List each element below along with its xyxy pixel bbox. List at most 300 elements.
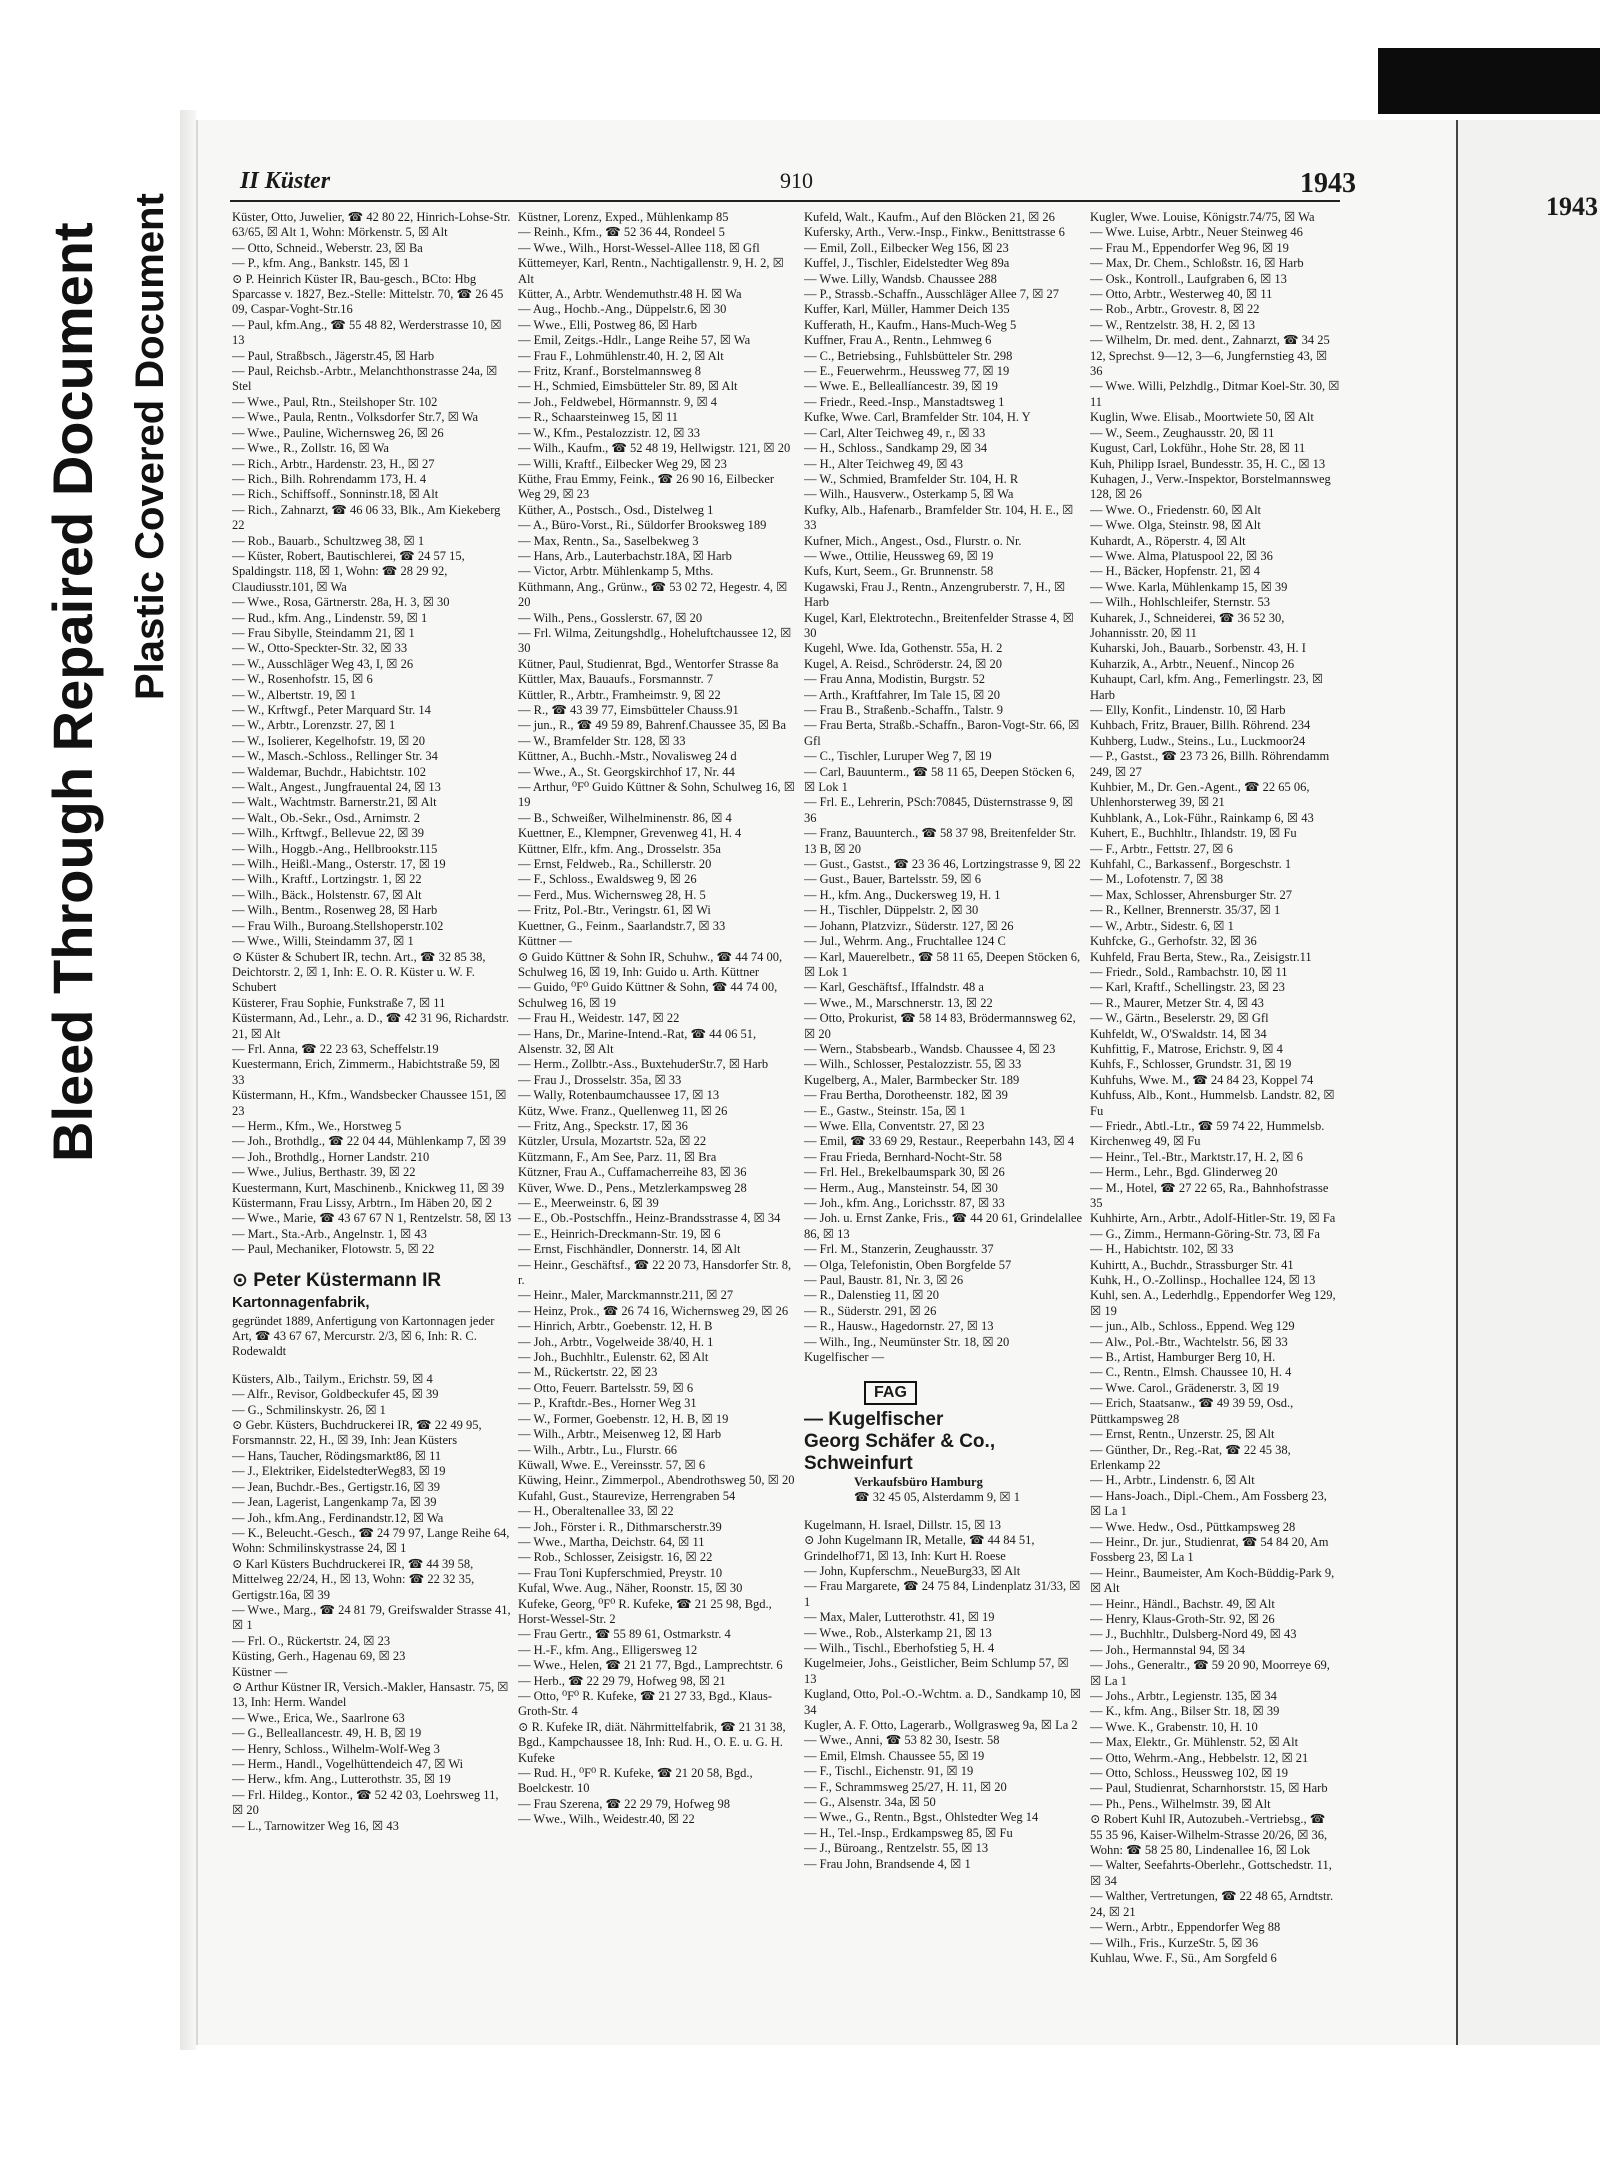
directory-entry: — Wwe. K., Grabenstr. 10, H. 10	[1090, 1719, 1258, 1734]
directory-entry: Küwall, Wwe. E., Vereinsstr. 57, ☒ 6	[518, 1457, 706, 1472]
advert-body: gegründet 1889, Anfertigung von Kartonnagen jeder Art, ☎ 43 67 67, Mercurstr. 2/3, ☒ 6, Inh: R. C. Rodewaldt	[232, 1313, 495, 1359]
directory-entry: — Joh., kfm.Ang., Ferdinandstr.12, ☒ Wa	[232, 1510, 444, 1525]
directory-entry: — Wwe., Erica, We., Saarlrone 63	[232, 1710, 405, 1725]
directory-entry: Kuharzik, A., Arbtr., Neuenf., Nincop 26	[1090, 656, 1295, 671]
directory-entry: — E., Feuerwehrm., Heussweg 77, ☒ 19	[804, 364, 1010, 379]
directory-entry: — Wwe., Pauline, Wichernsweg 26, ☒ 26	[232, 425, 444, 440]
directory-entry: Kufky, Alb., Hafenarb., Bramfelder Str. 104, H. E., ☒ 33	[804, 502, 1074, 533]
directory-entry: — W., Bramfelder Str. 128, ☒ 33	[518, 733, 686, 748]
directory-entry: Kugel, A. Reisd., Schröderstr. 24, ☒ 20	[804, 656, 1002, 671]
directory-entry: Kufeke, Georg, ⁰F⁰ R. Kufeke, ☎ 21 25 98, Bgd., Horst-Wessel-Str. 2	[518, 1596, 772, 1626]
directory-entry: — Karl, Geschäftsf., Iffalndstr. 48 a	[804, 980, 984, 995]
directory-entry: — A., Büro-Vorst., Ri., Süldorfer Brooksweg 189	[518, 518, 767, 533]
directory-entry: — Franz, Bauunterch., ☎ 58 37 98, Breitenfelder Str. 13 B, ☒ 20	[804, 826, 1077, 856]
black-scan-border	[1378, 48, 1600, 114]
directory-entry: — J., Büroang., Rentzelstr. 55, ☒ 13	[804, 1841, 989, 1856]
directory-entry: — Joh., Feldwebel, Hörmannstr. 9, ☒ 4	[518, 394, 718, 409]
directory-entry: — Frau Margarete, ☎ 24 75 84, Lindenplatz 31/33, ☒ 1	[804, 1579, 1081, 1609]
directory-entry: — Karl, Mauerelbetr., ☎ 58 11 65, Deepen Stöcken 6, ☒ Lok 1	[804, 949, 1081, 979]
directory-entry: — R., ☎ 43 39 77, Eimsbütteler Chauss.91	[518, 703, 739, 717]
directory-entry: — Paul, Straßbsch., Jägerstr.45, ☒ Harb	[232, 348, 435, 363]
directory-entry: — Frau Bertha, Dorotheenstr. 182, ☒ 39	[804, 1088, 1008, 1103]
directory-entry: — Emil, Zoll., Eilbecker Weg 156, ☒ 23	[804, 240, 1009, 255]
directory-entry: — E., Gastw., Steinstr. 15a, ☒ 1	[804, 1103, 966, 1118]
directory-entry: — E., Meerweinstr. 6, ☒ 39	[518, 1196, 659, 1210]
directory-entry: — Wilh., Hohlschleifer, Sternstr. 53	[1090, 595, 1270, 610]
directory-entry: — W., Albertstr. 19, ☒ 1	[232, 687, 357, 702]
directory-entry: Kuhfcke, G., Gerhofstr. 32, ☒ 36	[1090, 934, 1257, 949]
bleed-through-label: Bleed Through Repaired Document	[41, 222, 104, 1162]
directory-entry: Kugelmeier, Johs., Geistlicher, Beim Schlump 57, ☒ 13	[804, 1656, 1069, 1686]
directory-entry: — Wilh., Arbtr., Lu., Flurstr. 66	[518, 1442, 677, 1457]
directory-entry: Kuhardt, A., Röperstr. 4, ☒ Alt	[1090, 533, 1246, 548]
directory-entry: — Wwe., Ottilie, Heussweg 69, ☒ 19	[804, 548, 994, 563]
directory-entry: — Wern., Arbtr., Eppendorfer Weg 88	[1090, 1920, 1281, 1935]
advert-sub: Verkaufsbüro Hamburg	[854, 1474, 983, 1489]
directory-entry: — H., Habichtstr. 102, ☒ 33	[1090, 1242, 1234, 1257]
running-head-name: II Küster	[240, 168, 331, 194]
directory-entry: — C., Tischler, Luruper Weg 7, ☒ 19	[804, 749, 992, 764]
directory-entry: — Walt., Ob.-Sekr., Osd., Arnimstr. 2	[232, 810, 421, 825]
directory-entry: Kuhblank, A., Lok-Führ., Rainkamp 6, ☒ 43	[1090, 810, 1314, 825]
directory-entry: Kuh, Philipp Israel, Bundesstr. 35, H. C., ☒ 13	[1090, 456, 1326, 471]
directory-entry: — J., Buchhltr., Dulsberg-Nord 49, ☒ 43	[1090, 1627, 1297, 1642]
directory-entry: — Heinr., Händl., Bachstr. 49, ☒ Alt	[1090, 1596, 1275, 1611]
directory-entry: — Frl. Hildeg., Kontor., ☎ 52 42 03, Loehrsweg 11, ☒ 20	[232, 1787, 499, 1818]
directory-entry: — Otto, Schloss., Heussweg 102, ☒ 19	[1090, 1766, 1289, 1781]
directory-entry: — W., Rosenhofstr. 15, ☒ 6	[232, 672, 373, 687]
directory-entry: — H., Alter Teichweg 49, ☒ 43	[804, 456, 964, 471]
directory-entry: Küsters, Alb., Tailym., Erichstr. 59, ☒ 4	[232, 1371, 433, 1386]
directory-entry: — H., Schloss., Sandkamp 29, ☒ 34	[804, 441, 988, 456]
directory-entry: Kuhberg, Ludw., Steins., Lu., Luckmoor24	[1090, 733, 1306, 748]
directory-entry: — Rich., Bilh. Rohrendamm 173, H. 4	[232, 471, 427, 486]
directory-entry: Kuhlau, Wwe. F., Sü., Am Sorgfeld 6	[1090, 1950, 1277, 1965]
directory-entry: — jun., Alb., Schloss., Eppend. Weg 129	[1090, 1319, 1295, 1334]
directory-entry: — Paul, kfm.Ang., ☎ 55 48 82, Werderstrasse 10, ☒ 13	[232, 317, 502, 348]
directory-entry: — Henry, Schloss., Wilhelm-Wolf-Weg 3	[232, 1741, 440, 1756]
directory-entry: — Herw., kfm. Ang., Lutterothstr. 35, ☒ 19	[232, 1772, 451, 1787]
directory-entry: — Ernst, Fischhändler, Donnerstr. 14, ☒ Alt	[518, 1242, 741, 1257]
directory-entry: — K., Beleucht.-Gesch., ☎ 24 79 97, Lange Reihe 64, Wohn: Schmilinskystrasse 24, ☒ 1	[232, 1525, 510, 1556]
directory-entry: — Wwe. Alma, Platuspool 22, ☒ 36	[1090, 548, 1273, 563]
directory-entry: Kuffel, J., Tischler, Eidelstedter Weg 89a	[804, 256, 1010, 271]
column-3	[804, 210, 1084, 1975]
directory-entry: Küttner —	[518, 934, 572, 949]
directory-entry: — Wwe. E., Belleallíancestr. 39, ☒ 19	[804, 379, 998, 394]
directory-entry: — Hans, Arb., Lauterbachstr.18A, ☒ Harb	[518, 548, 732, 563]
column-1-entries	[232, 210, 512, 1258]
directory-entry: Kufeld, Walt., Kaufm., Auf den Blöcken 21, ☒ 26	[804, 210, 1055, 224]
directory-entry: — W., Masch.-Schloss., Rellinger Str. 34	[232, 749, 438, 764]
directory-entry: — C., Betriebsing., Fuhlsbütteler Str. 298	[804, 348, 1013, 363]
directory-entry: Küstner —	[232, 1664, 288, 1679]
directory-entry: — Otto, Feuerr. Bartelsstr. 59, ☒ 6	[518, 1380, 694, 1395]
directory-entry: — Walt., Wachtmstr. Barnerstr.21, ☒ Alt	[232, 795, 437, 810]
directory-entry: — Waldemar, Buchdr., Habichtstr. 102	[232, 764, 427, 779]
directory-entry: — Heinr., Maler, Marckmannstr.211, ☒ 27	[518, 1288, 734, 1303]
directory-entry: — G., Alsenstr. 34a, ☒ 50	[804, 1795, 936, 1809]
directory-entry: Kugust, Carl, Lokführ., Hohe Str. 28, ☒ 11	[1090, 441, 1306, 456]
column-1-entries-after	[232, 1372, 512, 1834]
directory-entry: ⊙ Guido Küttner & Sohn IR, Schuhw., ☎ 44 74 00, Schulweg 16, ☒ 19, Inh: Guido u. Arth. Küttner	[518, 949, 783, 979]
column-2-entries	[518, 210, 798, 1828]
directory-entry: Kützner, Frau A., Cuffamacherreihe 83, ☒ 36	[518, 1165, 747, 1180]
directory-entry: — Wwe. Willi, Pelzhdlg., Ditmar Koel-Str. 30, ☒ 11	[1090, 379, 1340, 409]
plastic-covered-label: Plastic Covered Document	[128, 193, 172, 700]
directory-entry: Küttner, A., Buchh.-Mstr., Novalisweg 24 d	[518, 749, 737, 764]
directory-entry: — Joh. u. Ernst Zanke, Fris., ☎ 44 20 61, Grindelallee 86, ☒ 13	[804, 1211, 1083, 1241]
directory-entry: — Frau Toni Kupferschmied, Preystr. 10	[518, 1565, 723, 1580]
directory-entry: — Otto, Wehrm.-Ang., Hebbelstr. 12, ☒ 21	[1090, 1750, 1309, 1765]
directory-entry: — Frau Wilh., Buroang.Stellshoperstr.102	[232, 918, 444, 933]
directory-entry: Kufferath, H., Kaufm., Hans-Much-Weg 5	[804, 317, 1017, 332]
advert-title-2: Georg Schäfer & Co.,	[804, 1430, 996, 1452]
directory-entry: Kuestermann, Erich, Zimmerm., Habichtstraße 59, ☒ 33	[232, 1057, 501, 1087]
directory-entry: — H., Oberaltenallee 33, ☒ 22	[518, 1504, 674, 1519]
directory-entry: Küsting, Gerh., Hagenau 69, ☒ 23	[232, 1649, 406, 1664]
directory-entry: — Max, Elektr., Gr. Mühlenstr. 52, ☒ Alt	[1090, 1735, 1299, 1750]
directory-entry: — Guido, ⁰F⁰ Guido Küttner & Sohn, ☎ 44 74 00, Schulweg 16, ☒ 19	[518, 980, 778, 1010]
directory-entry: — Elly, Konfit., Lindenstr. 10, ☒ Harb	[1090, 703, 1286, 717]
directory-entry: Kufersky, Arth., Verw.-Insp., Finkw., Benittstrasse 6	[804, 225, 1065, 240]
directory-entry: — Frau M., Eppendorfer Weg 96, ☒ 19	[1090, 240, 1289, 255]
directory-entry: — Jean, Buchdr.-Bes., Gertigstr.16, ☒ 39	[232, 1479, 441, 1494]
directory-entry: — F., Tischl., Eichenstr. 91, ☒ 19	[804, 1764, 974, 1779]
directory-entry: — W., Seem., Zeughausstr. 20, ☒ 11	[1090, 425, 1275, 440]
directory-entry: — Wally, Rotenbaumchaussee 17, ☒ 13	[518, 1088, 720, 1103]
directory-entry: — Hans, Dr., Marine-Intend.-Rat, ☎ 44 06 51, Alsenstr. 32, ☒ Alt	[518, 1026, 757, 1056]
directory-entry: Kugel, Karl, Elektrotechn., Breitenfelder Strasse 4, ☒ 30	[804, 610, 1074, 640]
directory-entry: — Victor, Arbtr. Mühlenkamp 5, Mths.	[518, 564, 714, 579]
directory-entry: — E., Heinrich-Dreckmann-Str. 19, ☒ 6	[518, 1226, 721, 1241]
directory-entry: — Herb., ☎ 22 29 79, Hofweg 98, ☒ 21	[518, 1673, 726, 1688]
directory-entry: — G., Zimm., Hermann-Göring-Str. 73, ☒ Fa	[1090, 1226, 1320, 1241]
page-number: 910	[780, 168, 813, 193]
directory-entry: — H., Tel.-Insp., Erdkampsweg 85, ☒ Fu	[804, 1825, 1013, 1840]
directory-entry: — Frau F., Lohmühlenstr.40, H. 2, ☒ Alt	[518, 348, 724, 363]
directory-entry: Kuhfuss, Alb., Kont., Hummelsb. Landstr. 82, ☒ Fu	[1090, 1088, 1335, 1118]
directory-entry: Kuglin, Wwe. Elisab., Moortwiete 50, ☒ Alt	[1090, 410, 1314, 425]
directory-entry: Küver, Wwe. D., Pens., Metzlerkampsweg 28	[518, 1180, 747, 1195]
directory-entry: ⊙ Karl Küsters Buchdruckerei IR, ☎ 44 39 58, Mittelweg 22/24, H., ☒ 13, Wohn: ☎ 22 32 35, Gertigstr.16a, ☒ 39	[232, 1556, 475, 1602]
directory-entry: Kütner, Paul, Studienrat, Bgd., Wentorfer Strasse 8a	[518, 656, 779, 671]
directory-entry: — Ferd., Mus. Wichernsweg 28, H. 5	[518, 887, 706, 902]
directory-entry: — Heinr., Dr. jur., Studienrat, ☎ 54 84 20, Am Fossberg 23, ☒ La 1	[1090, 1534, 1329, 1565]
directory-entry: — Jul., Wehrm. Ang., Fruchtallee 124 C	[804, 934, 1006, 949]
directory-entry: — Emil, Elmsh. Chaussee 55, ☒ 19	[804, 1748, 985, 1763]
directory-entry: — Johann, Platzvizr., Süderstr. 127, ☒ 26	[804, 918, 1014, 933]
kuestermann-advert	[232, 1264, 512, 1366]
directory-entry: — Otto, ⁰F⁰ R. Kufeke, ☎ 21 27 33, Bgd., Klaus-Groth-Str. 4	[518, 1689, 773, 1719]
directory-entry: — P., Kraftdr.-Bes., Horner Weg 31	[518, 1396, 697, 1411]
directory-entry: — Heinr., Geschäftsf., ☎ 22 20 73, Hansdorfer Str. 8, r.	[518, 1257, 792, 1288]
directory-entry: — Küster, Robert, Bautischlerei, ☎ 24 57 15, Spaldingstr. 118, ☒ 1, Wohn: ☎ 28 29 92, Claudiusstr.101, ☒ Wa	[232, 548, 465, 594]
directory-entry: — Hans-Joach., Dipl.-Chem., Am Fossberg 23, ☒ La 1	[1090, 1488, 1327, 1519]
directory-entry: — Wwe., Helen, ☎ 21 21 77, Bgd., Lamprechtstr. 6	[518, 1658, 783, 1673]
directory-entry: — Frau Gertr., ☎ 55 89 61, Ostmarkstr. 4	[518, 1627, 731, 1642]
directory-entry: — J., Elektriker, EidelstedterWeg83, ☒ 19	[232, 1464, 446, 1479]
directory-entry: — Friedr., Sold., Rambachstr. 10, ☒ 11	[1090, 964, 1288, 979]
directory-entry: — Willi, Kraftf., Eilbecker Weg 29, ☒ 23	[518, 456, 727, 471]
directory-entry: — H., kfm. Ang., Duckersweg 19, H. 1	[804, 887, 1001, 902]
directory-entry: Kuhfs, F., Schlosser, Grundstr. 31, ☒ 19	[1090, 1057, 1292, 1072]
directory-entry: Kufke, Wwe. Carl, Bramfelder Str. 104, H. Y	[804, 410, 1031, 425]
directory-entry: — Gust., Gastst., ☎ 23 36 46, Lortzingstrasse 9, ☒ 22	[804, 857, 1081, 872]
directory-entry: — Walt., Angest., Jungfrauental 24, ☒ 13	[232, 780, 441, 795]
advert-body: ☎ 32 45 05, Alsterdamm 9, ☒ 1	[854, 1490, 1021, 1505]
directory-entry: — Wwe., Wilh., Weidestr.40, ☒ 22	[518, 1812, 695, 1827]
directory-entry: — Emil, ☎ 33 69 29, Restaur., Reeperbahn 143, ☒ 4	[804, 1134, 1075, 1149]
directory-entry: — Max, Schlosser, Ahrensburger Str. 27	[1090, 887, 1293, 902]
adjacent-page-strip	[1456, 120, 1600, 2045]
directory-entry: — W., Gärtn., Beselerstr. 29, ☒ Gfl	[1090, 1011, 1269, 1026]
column-4	[1090, 210, 1340, 1975]
directory-entry: — Fritz, Pol.-Btr., Veringstr. 61, ☒ Wi	[518, 903, 711, 918]
directory-entry: — R., Schaarsteinweg 15, ☒ 11	[518, 410, 679, 425]
directory-entry: — Rich., Zahnarzt, ☎ 46 06 33, Blk., Am Kiekeberg 22	[232, 502, 501, 533]
directory-entry: — Gust., Bauer, Bartelsstr. 59, ☒ 6	[804, 872, 982, 887]
directory-entry: — H.-F., kfm. Ang., Elligersweg 12	[518, 1642, 698, 1657]
directory-entry: — Carl, Bauunterm., ☎ 58 11 65, Deepen Stöcken 6, ☒ Lok 1	[804, 764, 1075, 795]
directory-entry: — Walter, Seefahrts-Oberlehr., Gottschedstr. 11, ☒ 34	[1090, 1858, 1332, 1888]
directory-entry: Küttler, Max, Bauaufs., Forsmannstr. 7	[518, 672, 713, 687]
directory-entry: — M., Rückertstr. 22, ☒ 23	[518, 1365, 658, 1380]
directory-entry: — R., Süderstr. 291, ☒ 26	[804, 1303, 937, 1318]
column-3-entries-after	[804, 1518, 1084, 1872]
directory-entry: — Osk., Kontroll., Laufgraben 6, ☒ 13	[1090, 271, 1287, 286]
directory-entry: — Frl. E., Lehrerin, PSch:70845, Düsternstrasse 9, ☒ 36	[804, 795, 1074, 825]
advert-title: ⊙ Peter Küstermann IR	[232, 1269, 442, 1291]
advert-subtitle: Kartonnagenfabrik,	[232, 1293, 370, 1311]
directory-entry: — Walther, Vertretungen, ☎ 22 48 65, Arndtstr. 24, ☒ 21	[1090, 1889, 1334, 1919]
directory-entry: — Jean, Lagerist, Langenkamp 7a, ☒ 39	[232, 1495, 437, 1510]
kugelfischer-advert	[804, 1371, 1084, 1511]
directory-entry: — Wern., Stabsbearb., Wandsb. Chaussee 4, ☒ 23	[804, 1041, 1056, 1056]
directory-entry: Kufahl, Gust., Staurevize, Herrengraben 54	[518, 1488, 736, 1503]
directory-entry: — Max, Rentn., Sa., Saselbekweg 3	[518, 533, 699, 548]
directory-entry: — W., Krftwgf., Peter Marquard Str. 14	[232, 703, 431, 717]
directory-entry: — Wwe. Carol., Grädenerstr. 3, ☒ 19	[1090, 1380, 1280, 1395]
directory-entry: — Rob., Arbtr., Grovestr. 8, ☒ 22	[1090, 302, 1260, 317]
directory-entry: — Joh., Buchhltr., Eulenstr. 62, ☒ Alt	[518, 1350, 709, 1365]
directory-entry: Kugelberg, A., Maler, Barmbecker Str. 189	[804, 1072, 1020, 1087]
directory-entry: — E., Ob.-Postschffn., Heinz-Brandsstrasse 4, ☒ 34	[518, 1211, 781, 1226]
column-3-entries	[804, 210, 1084, 1365]
directory-entry: — H., Arbtr., Lindenstr. 6, ☒ Alt	[1090, 1473, 1255, 1488]
directory-entry: Kuettner, G., Feinm., Saarlandstr.7, ☒ 33	[518, 918, 726, 933]
directory-entry: Kugland, Otto, Pol.-O.-Wchtm. a. D., Sandkamp 10, ☒ 34	[804, 1687, 1082, 1717]
directory-entry: Kuhfittig, F., Matrose, Erichstr. 9, ☒ 4	[1090, 1041, 1283, 1056]
directory-entry: — P., kfm. Ang., Bankstr. 145, ☒ 1	[232, 256, 410, 271]
directory-entry: — Frl. Anna, ☎ 22 23 63, Scheffelstr.19	[232, 1041, 439, 1056]
directory-entry: — Rud., kfm. Ang., Lindenstr. 59, ☒ 1	[232, 610, 428, 625]
directory-entry: — Herm., Handl., Vogelhüttendeich 47, ☒ Wi	[232, 1757, 464, 1771]
directory-entry: — Wwe., Paula, Rentn., Volksdorfer Str.7, ☒ Wa	[232, 410, 479, 425]
directory-entry: Küstermann, Frau Lissy, Arbtrn., Im Häben 20, ☒ 2	[232, 1196, 493, 1210]
directory-entry: Küthmann, Ang., Grünw., ☎ 53 02 72, Hegestr. 4, ☒ 20	[518, 579, 788, 610]
directory-entry: — Paul, Mechaniker, Flotowstr. 5, ☒ 22	[232, 1242, 435, 1257]
directory-entry: — H., Tischler, Düppelstr. 2, ☒ 30	[804, 903, 979, 918]
advert-title-3: Schweinfurt	[804, 1452, 913, 1474]
directory-entry: — Wwe., Willi, Steindamm 37, ☒ 1	[232, 934, 414, 949]
directory-entry: Kufs, Kurt, Seem., Gr. Brunnenstr. 58	[804, 564, 994, 579]
directory-entry: Kuharski, Joh., Bauarb., Sorbenstr. 43, H. I	[1090, 641, 1306, 656]
directory-entry: Kuhagen, J., Verw.-Inspektor, Borstelmannsweg 128, ☒ 26	[1090, 471, 1331, 502]
directory-entry: — Wwe., A., St. Georgskirchhof 17, Nr. 44	[518, 764, 735, 779]
directory-entry: — Frl. Hel., Brekelbaumspark 30, ☒ 26	[804, 1165, 1005, 1180]
directory-entry: Kuestermann, Kurt, Maschinenb., Knickweg 11, ☒ 39	[232, 1180, 505, 1195]
directory-entry: — Frau B., Straßenb.-Schaffn., Talstr. 9	[804, 703, 1003, 717]
directory-entry: — Wwe. Karla, Mühlenkamp 15, ☒ 39	[1090, 579, 1288, 594]
adjacent-page-year: 1943	[1546, 192, 1598, 221]
directory-entry: — Frau H., Weidestr. 147, ☒ 22	[518, 1011, 680, 1026]
directory-entry: — Fritz, Kranf., Borstelmannsweg 8	[518, 364, 701, 379]
directory-entry: — Frau J., Drosselstr. 35a, ☒ 33	[518, 1072, 682, 1087]
directory-entry: — Wilh., Pens., Gosslerstr. 67, ☒ 20	[518, 610, 703, 625]
directory-entry: — B., Artist, Hamburger Berg 10, H.	[1090, 1350, 1276, 1365]
directory-entry: Kugler, Wwe. Louise, Königstr.74/75, ☒ Wa	[1090, 210, 1315, 224]
directory-entry: — Wwe., Martha, Deichstr. 64, ☒ 11	[518, 1534, 705, 1549]
directory-entry: — W., Ausschläger Weg 43, I, ☒ 26	[232, 656, 414, 671]
directory-entry: — Wwe., M., Marschnerstr. 13, ☒ 22	[804, 995, 993, 1010]
directory-entry: — C., Rentn., Elmsh. Chaussee 10, H. 4	[1090, 1365, 1292, 1380]
directory-entry: — Mart., Sta.-Arb., Angelnstr. 1, ☒ 43	[232, 1226, 427, 1241]
directory-entry: ⊙ Robert Kuhl IR, Autozubeh.-Vertriebsg., ☎ 55 35 96, Kaiser-Wilhelm-Strasse 20/26, ☒ 36, Wohn: ☎ 58 25 80, Lindenallee 16, ☒ Lok	[1090, 1812, 1328, 1858]
directory-entry: — Paul, Studienrat, Scharnhorststr. 15, ☒ Harb	[1090, 1781, 1328, 1796]
directory-entry: — Carl, Alter Teichweg 49, r., ☒ 33	[804, 425, 986, 440]
directory-entry: Küttemeyer, Karl, Rentn., Nachtigallenstr. 9, H. 2, ☒ Alt	[518, 256, 784, 286]
directory-entry: — R., Maurer, Metzer Str. 4, ☒ 43	[1090, 995, 1264, 1010]
directory-entry: — Arth., Kraftfahrer, Im Tale 15, ☒ 20	[804, 687, 1001, 702]
directory-entry: Kufal, Wwe. Aug., Näher, Roonstr. 15, ☒ 30	[518, 1581, 743, 1596]
directory-entry: — Günther, Dr., Reg.-Rat, ☎ 22 45 38, Erlenkamp 22	[1090, 1442, 1291, 1472]
directory-entry: — M., Hotel, ☎ 27 22 65, Ra., Bahnhofstrasse 35	[1090, 1180, 1329, 1210]
directory-entry: — Rob., Schlosser, Zeisigstr. 16, ☒ 22	[518, 1550, 713, 1565]
directory-entry: — P., Gastst., ☎ 23 73 26, Billh. Röhrendamm 249, ☒ 27	[1090, 749, 1330, 779]
directory-entry: ⊙ John Kugelmann IR, Metalle, ☎ 44 84 51, Grindelhof71, ☒ 13, Inh: Kurt H. Roese	[804, 1533, 1035, 1563]
directory-entry: — Heinr., Baumeister, Am Koch-Büddig-Park 9, ☒ Alt	[1090, 1565, 1335, 1596]
directory-entry: — H., Bäcker, Hopfenstr. 21, ☒ 4	[1090, 564, 1261, 579]
fag-logo: FAG	[864, 1381, 917, 1404]
directory-entry: Küther, A., Postsch., Osd., Distelweg 1	[518, 502, 714, 517]
directory-entry: — Frau Szerena, ☎ 22 29 79, Hofweg 98	[518, 1796, 731, 1811]
directory-entry: Kugehl, Wwe. Ida, Gothenstr. 55a, H. 2	[804, 641, 1003, 656]
directory-entry: Kuhbier, M., Dr. Gen.-Agent., ☎ 22 65 06, Uhlenhorsterweg 39, ☒ 21	[1090, 780, 1310, 810]
directory-entry: — Hinrich, Arbtr., Goebenstr. 12, H. B	[518, 1319, 713, 1334]
directory-entry: Kuhbach, Fritz, Brauer, Billh. Röhrend. 234	[1090, 718, 1311, 733]
directory-entry: — Wilh., Ing., Neumünster Str. 18, ☒ 20	[804, 1334, 1010, 1349]
directory-entry: — Wilh., Arbtr., Meisenweg 12, ☒ Harb	[518, 1427, 722, 1442]
directory-entry: — Joh., Brothdlg., ☎ 22 04 44, Mühlenkamp 7, ☒ 39	[232, 1134, 506, 1149]
directory-entry: — Wwe. Olga, Steinstr. 98, ☒ Alt	[1090, 518, 1261, 533]
directory-entry: — Wwe., Rosa, Gärtnerstr. 28a, H. 3, ☒ 30	[232, 595, 450, 610]
directory-entry: Kuhfeld, Frau Berta, Stew., Ra., Zeisigstr.11	[1090, 949, 1312, 964]
directory-entry: — Karl, Kraftf., Schellingstr. 23, ☒ 23	[1090, 980, 1285, 995]
directory-entry: — Frl. O., Rückertstr. 24, ☒ 23	[232, 1633, 391, 1648]
directory-entry: — M., Lofotenstr. 7, ☒ 38	[1090, 872, 1224, 887]
directory-entry: — P., Strassb.-Schaffn., Ausschläger Allee 7, ☒ 27	[804, 287, 1060, 302]
directory-entry: — Wwe. Ella, Conventstr. 27, ☒ 23	[804, 1118, 985, 1133]
directory-entry: — Otto, Prokurist, ☎ 58 14 83, Brödermannsweg 62, ☒ 20	[804, 1011, 1076, 1041]
directory-entry: — John, Kupferschm., NeueBurg33, ☒ Alt	[804, 1563, 1021, 1578]
directory-entry: Kuhert, E., Buchhltr., Ihlandstr. 19, ☒ Fu	[1090, 826, 1297, 841]
directory-entry: — Wwe., Rob., Alsterkamp 21, ☒ 13	[804, 1625, 992, 1640]
directory-entry: Kufner, Mich., Angest., Osd., Flurstr. o. Nr.	[804, 533, 1022, 548]
directory-entry: — Wwe., Julius, Berthastr. 39, ☒ 22	[232, 1165, 416, 1180]
directory-entry: Kütter, A., Arbtr. Wendemuthstr.48 H. ☒ Wa	[518, 287, 742, 302]
directory-entry: — Wwe., Anni, ☎ 53 82 30, Isestr. 58	[804, 1733, 1000, 1748]
page-edge-shadow	[180, 110, 196, 2050]
directory-entry: — Wilh., Schlosser, Pestalozzistr. 55, ☒ 33	[804, 1057, 1022, 1072]
directory-entry: — W., Isolierer, Kegelhofstr. 19, ☒ 20	[232, 733, 425, 748]
directory-entry: — Wwe. O., Friedenstr. 60, ☒ Alt	[1090, 502, 1262, 517]
directory-entry: — Herm., Kfm., We., Horstweg 5	[232, 1118, 402, 1133]
directory-entry: Kuhfeldt, W., O'Swaldstr. 14, ☒ 34	[1090, 1026, 1267, 1041]
directory-entry: ⊙ R. Kufeke IR, diät. Nährmittelfabrik, ☎ 21 31 38, Bgd., Kampchaussee 18, Inh: Rud. H., O. E. u. G. H. Kufeke	[518, 1719, 786, 1765]
directory-entry: — Wilh., Heißl.-Mang., Osterstr. 17, ☒ 19	[232, 857, 446, 872]
directory-entry: Kuhfuhs, Wwe. M., ☎ 24 84 23, Koppel 74	[1090, 1072, 1314, 1087]
directory-entry: — Frau Sibylle, Steindamm 21, ☒ 1	[232, 625, 415, 640]
directory-entry: — Emil, Zeitgs.-Hdlr., Lange Reihe 57, ☒ Wa	[518, 333, 751, 348]
directory-entry: — Johs., Generaltr., ☎ 59 20 90, Moorreye 69, ☒ La 1	[1090, 1658, 1330, 1688]
directory-entry: — Wilh., Krftwgf., Bellevue 22, ☒ 39	[232, 826, 425, 841]
directory-entry: — Frl. Wilma, Zeitungshdlg., Hoheluftchaussee 12, ☒ 30	[518, 625, 792, 656]
directory-entry: Kuhl, sen. A., Lederhdlg., Eppendorfer Weg 129, ☒ 19	[1090, 1288, 1336, 1318]
directory-entry: — Wwe. Luise, Arbtr., Neuer Steinweg 46	[1090, 225, 1303, 240]
directory-entry: — Wilh., Kaufm., ☎ 52 48 19, Hellwigstr. 121, ☒ 20	[518, 441, 791, 456]
directory-entry: Kugawski, Frau J., Rentn., Anzengruberstr. 7, H., ☒ Harb	[804, 579, 1066, 610]
directory-entry: — Frau John, Brandsende 4, ☒ 1	[804, 1856, 971, 1871]
directory-entry: — W., Schmied, Bramfelder Str. 104, H. R	[804, 471, 1019, 486]
directory-entry: Kuhk, H., O.-Zollinsp., Hochallee 124, ☒ 13	[1090, 1273, 1316, 1288]
directory-entry: — Fritz, Ang., Speckstr. 17, ☒ 36	[518, 1118, 688, 1133]
directory-entry: — Rud. H., ⁰F⁰ R. Kufeke, ☎ 21 20 58, Bgd., Boelckestr. 10	[518, 1766, 753, 1796]
directory-entry: — Wwe., R., Zollstr. 16, ☒ Wa	[232, 441, 389, 456]
directory-entry: — Otto, Arbtr., Westerweg 40, ☒ 11	[1090, 287, 1273, 302]
directory-entry: Kützmann, F., Am See, Parz. 11, ☒ Bra	[518, 1149, 717, 1164]
directory-entry: — Joh., Brothdlg., Horner Landstr. 210	[232, 1149, 430, 1164]
directory-entry: — Paul, Baustr. 81, Nr. 3, ☒ 26	[804, 1273, 964, 1288]
directory-entry: Kuffer, Karl, Müller, Hammer Deich 135	[804, 302, 1010, 317]
directory-entry: Kugler, A. F. Otto, Lagerarb., Wollgrasweg 9a, ☒ La 2	[804, 1717, 1078, 1732]
directory-entry: — Joh., Förster i. R., Dithmarscherstr.39	[518, 1519, 722, 1534]
directory-entry: — Ernst, Feldweb., Ra., Schillerstr. 20	[518, 857, 712, 872]
directory-entry: — B., Schweißer, Wilhelminenstr. 86, ☒ 4	[518, 810, 732, 825]
directory-entry: Kuhaupt, Carl, kfm. Ang., Femerlingstr. 23, ☒ Harb	[1090, 672, 1324, 702]
directory-entry: — Herm., Lehr., Bgd. Glinderweg 20	[1090, 1165, 1278, 1180]
directory-entry: ⊙ Arthur Küstner IR, Versich.-Makler, Hansastr. 75, ☒ 13, Inh: Herm. Wandel	[232, 1679, 509, 1710]
directory-entry: Kütz, Wwe. Franz., Quellenweg 11, ☒ 26	[518, 1103, 728, 1118]
directory-entry: — W., Arbtr., Sidestr. 6, ☒ 1	[1090, 918, 1234, 933]
directory-entry: — G., Schmilinskystr. 26, ☒ 1	[232, 1402, 386, 1417]
directory-entry: — Wilh., Hausverw., Osterkamp 5, ☒ Wa	[804, 487, 1014, 502]
directory-entry: Kuharek, J., Schneiderei, ☎ 36 52 30, Johannisstr. 20, ☒ 11	[1090, 610, 1285, 640]
directory-entry: — Hans, Taucher, Rödingsmarkt86, ☒ 11	[232, 1448, 442, 1463]
directory-entry: — W., Otto-Speckter-Str. 32, ☒ 33	[232, 641, 408, 656]
directory-entry: — L., Tarnowitzer Weg 16, ☒ 43	[232, 1818, 399, 1833]
directory-entry: — Wilh., Tischl., Eberhofstieg 5, H. 4	[804, 1640, 995, 1655]
directory-entry: — Wilh., Bäck., Holstenstr. 67, ☒ Alt	[232, 887, 422, 902]
directory-entry: — R., Kellner, Brennerstr. 35/37, ☒ 1	[1090, 903, 1281, 918]
directory-entry: Küsterer, Frau Sophie, Funkstraße 7, ☒ 11	[232, 995, 446, 1010]
directory-entry: — Wilh., Fris., KurzeStr. 5, ☒ 36	[1090, 1935, 1259, 1950]
directory-entry: — Wilh., Bentm., Rosenweg 28, ☒ Harb	[232, 903, 438, 918]
directory-entry: Kützler, Ursula, Mozartstr. 52a, ☒ 22	[518, 1134, 707, 1149]
directory-entry: — Reinh., Kfm., ☎ 52 36 44, Rondeel 5	[518, 225, 725, 240]
directory-entry: — Wwe., Marg., ☎ 24 81 79, Greifswalder Strasse 41, ☒ 1	[232, 1602, 511, 1633]
directory-entry: — F., Arbtr., Fettstr. 27, ☒ 6	[1090, 841, 1233, 856]
